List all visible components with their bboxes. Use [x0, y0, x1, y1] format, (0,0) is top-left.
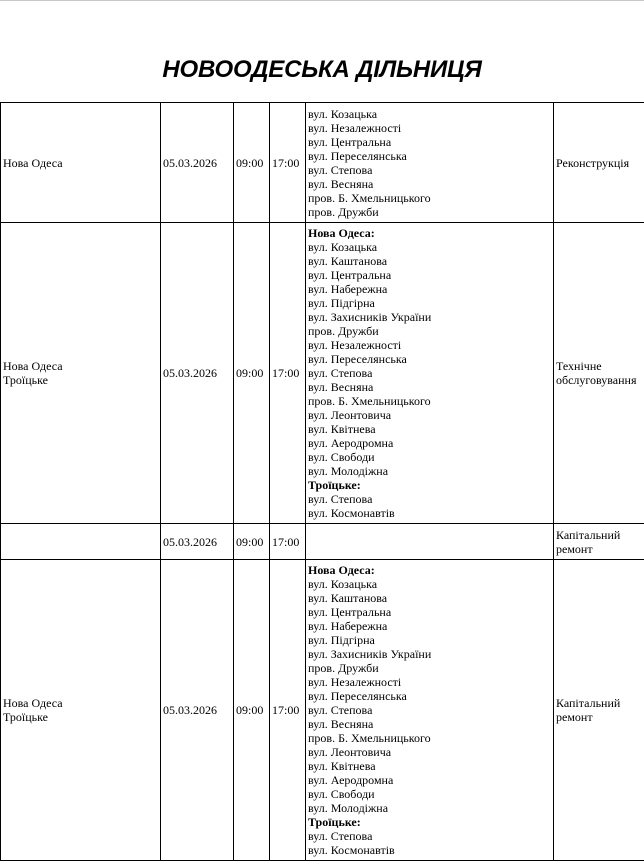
street-item: вул. Космонавтів — [308, 843, 395, 857]
work-type-cell-line: обслуговування — [556, 373, 637, 387]
street-item: вул. Захисників України — [308, 647, 432, 661]
start-time-cell: 09:00 — [234, 524, 270, 560]
table-row — [1, 524, 644, 560]
work-type-cell — [554, 524, 644, 560]
end-time-cell: 17:00 — [270, 524, 306, 560]
streets-cell — [306, 560, 554, 861]
street-item: вул. Леонтовича — [308, 408, 392, 422]
end-time-cell: 17:00 — [270, 223, 306, 524]
street-item: вул. Каштанова — [308, 254, 388, 268]
settlement-cell — [1, 223, 161, 524]
date-cell: 05.03.2026 — [161, 524, 234, 560]
settlement-cell — [1, 103, 161, 223]
work-type-cell-line: ремонт — [556, 710, 593, 724]
settlement-cell-line: Троїцьке — [3, 373, 48, 387]
settlement-cell-line: Нова Одеса — [3, 155, 63, 170]
street-item: вул. Космонавтів — [308, 506, 395, 520]
start-time-cell: 09:00 — [234, 103, 270, 223]
streets-cell — [306, 103, 554, 223]
street-item: вул. Каштанова — [308, 591, 388, 605]
street-item: пров. Дружби — [308, 324, 379, 338]
settlement-cell-line: Троїцьке — [3, 710, 48, 724]
work-type-cell — [554, 560, 644, 861]
settlement-heading: Троїцьке: — [308, 815, 361, 829]
end-time-cell: 17:00 — [270, 103, 306, 223]
street-item: вул. Підгірна — [308, 296, 375, 310]
street-item: вул. Козацька — [308, 577, 378, 591]
street-item: вул. Незалежності — [308, 120, 402, 135]
street-item: вул. Центральна — [308, 134, 392, 149]
top-border-line — [0, 0, 644, 1]
work-type-cell-line: Капітальний — [556, 527, 621, 542]
street-item: вул. Козацька — [308, 106, 378, 121]
table-row — [1, 560, 644, 861]
street-item: вул. Квітнева — [308, 759, 376, 773]
settlement-cell-line: Нова Одеса — [3, 696, 63, 710]
street-item: вул. Степова — [308, 366, 373, 380]
street-item: вул. Центральна — [308, 268, 392, 282]
street-item: вул. Переселянська — [308, 148, 407, 163]
street-item: пров. Б. Хмельницького — [308, 190, 431, 205]
streets-cell — [306, 223, 554, 524]
street-item: вул. Аеродромна — [308, 436, 394, 450]
street-item: вул. Козацька — [308, 240, 378, 254]
table-row — [1, 223, 644, 524]
settlement-cell — [1, 524, 161, 560]
street-item: вул. Аеродромна — [308, 773, 394, 787]
settlement-heading: Нова Одеса: — [308, 563, 375, 577]
work-type-cell — [554, 103, 644, 223]
street-item: вул. Весняна — [308, 717, 374, 731]
settlement-heading: Троїцьке: — [308, 478, 361, 492]
street-item: вул. Степова — [308, 829, 373, 843]
street-item: вул. Молодіжна — [308, 464, 389, 478]
work-type-cell-line: ремонт — [556, 541, 593, 556]
work-type-cell-line: Технічне — [556, 359, 602, 373]
streets-cell — [306, 524, 554, 560]
street-item: вул. Степова — [308, 162, 373, 177]
table-row — [1, 103, 644, 223]
work-type-cell — [554, 223, 644, 524]
street-item: вул. Центральна — [308, 605, 392, 619]
street-item: пров. Б. Хмельницького — [308, 731, 431, 745]
street-item: пров. Дружби — [308, 661, 379, 675]
street-item: вул. Весняна — [308, 380, 374, 394]
date-cell: 05.03.2026 — [161, 223, 234, 524]
street-item: вул. Набережна — [308, 282, 388, 296]
street-item: вул. Переселянська — [308, 352, 407, 366]
street-item: пров. Б. Хмельницького — [308, 394, 431, 408]
street-item: вул. Незалежності — [308, 338, 402, 352]
street-item: вул. Набережна — [308, 619, 388, 633]
street-item: вул. Переселянська — [308, 689, 407, 703]
street-item: вул. Квітнева — [308, 422, 376, 436]
date-cell: 05.03.2026 — [161, 560, 234, 861]
street-item: вул. Свободи — [308, 450, 375, 464]
street-item: вул. Степова — [308, 703, 373, 717]
page-title: НОВООДЕСЬКА ДІЛЬНИЦЯ — [162, 56, 482, 83]
start-time-cell: 09:00 — [234, 560, 270, 861]
settlement-cell — [1, 560, 161, 861]
street-item: вул. Підгірна — [308, 633, 375, 647]
start-time-cell: 09:00 — [234, 223, 270, 524]
outage-schedule-table — [0, 102, 644, 861]
street-item: вул. Захисників України — [308, 310, 432, 324]
street-item: вул. Свободи — [308, 787, 375, 801]
settlement-heading: Нова Одеса: — [308, 226, 375, 240]
street-item: вул. Весняна — [308, 176, 374, 191]
street-item: пров. Дружби — [308, 204, 379, 219]
street-item: вул. Леонтовича — [308, 745, 392, 759]
street-item: вул. Молодіжна — [308, 801, 389, 815]
work-type-cell-line: Капітальний — [556, 696, 621, 710]
street-item: вул. Степова — [308, 492, 373, 506]
street-item: вул. Незалежності — [308, 675, 402, 689]
settlement-cell-line: Нова Одеса — [3, 359, 63, 373]
work-type-cell-line: Реконструкція — [556, 155, 630, 170]
end-time-cell: 17:00 — [270, 560, 306, 861]
date-cell: 05.03.2026 — [161, 103, 234, 223]
